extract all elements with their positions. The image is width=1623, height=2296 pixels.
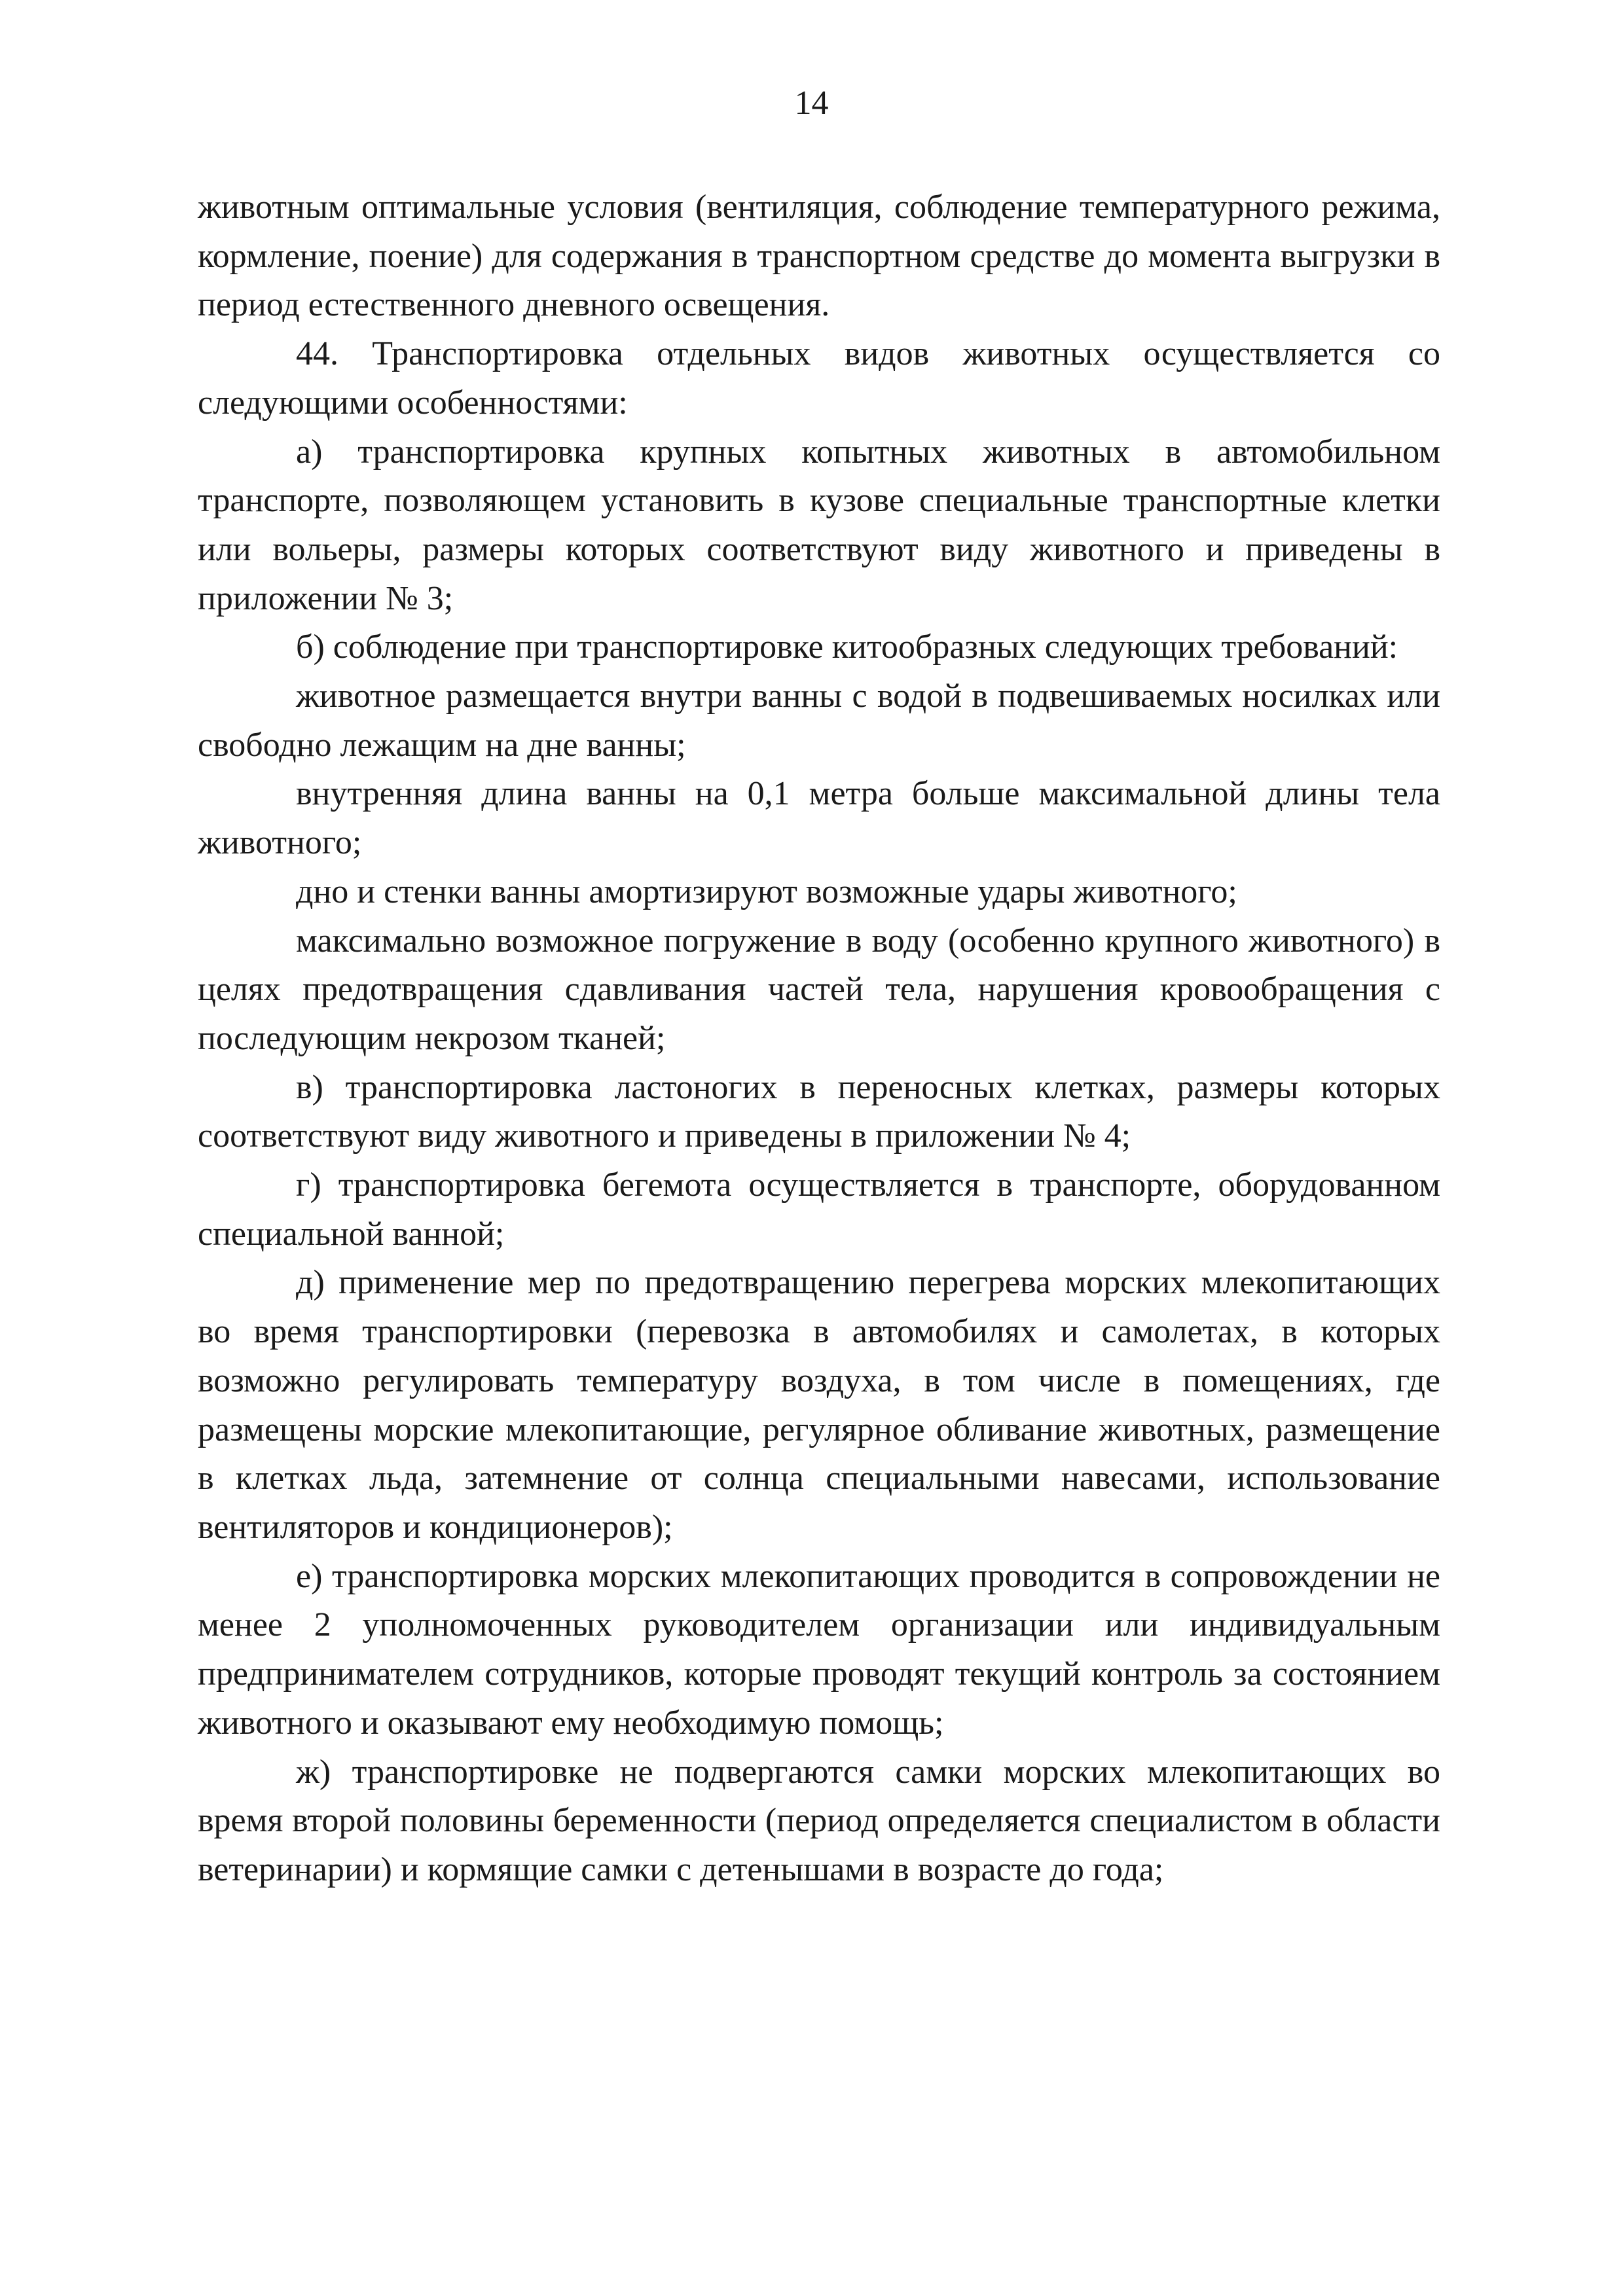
paragraph-requirement-3: дно и стенки ванны амортизируют возможные удары животного; xyxy=(296,872,1237,910)
paragraph-item-44: 44. Транспортировка отдельных видов животных осуществляется со следующими особенностями: xyxy=(198,335,1440,422)
paragraph-subitem-d: д) применение мер по предотвращению перегрева морских млекопитающих во время транспортировки (перевозка в автомобилях и самолетах, в которых возможно регулировать температуру воздуха, в том числе в помещениях, где размещены морские млекопитающие, регулярное обливание животных, размещение в клетках льда, затемнение от солнца специальными навесами, использование вентиляторов и кондиционеров); xyxy=(198,1264,1440,1546)
paragraph-subitem-g: г) транспортировка бегемота осуществляется в транспорте, оборудованном специальной ванной; xyxy=(198,1166,1440,1253)
paragraph-requirement-2: внутренняя длина ванны на 0,1 метра больше максимальной длины тела животного; xyxy=(198,775,1440,862)
paragraph-requirement-4: максимально возможное погружение в воду (особенно крупного животного) в целях предотвращения сдавливания частей тела, нарушения кровообращения с последующим некрозом тканей; xyxy=(198,922,1440,1057)
document-body xyxy=(198,183,1440,1895)
paragraph-subitem-e: е) транспортировка морских млекопитающих проводится в сопровождении не менее 2 уполномоченных руководителем организации или индивидуальным предпринимателем сотрудников, которые проводят текущий контроль за состоянием животного и оказывают ему необходимую помощь; xyxy=(198,1557,1440,1742)
paragraph-continuation: животным оптимальные условия (вентиляция, соблюдение температурного режима, кормление, поение) для содержания в транспортном средстве до момента выгрузки в период естественного дневного освещения. xyxy=(198,188,1440,324)
paragraph-subitem-zh: ж) транспортировке не подвергаются самки морских млекопитающих во время второй половины беременности (период определяется специалистом в области ветеринарии) и кормящие самки с детенышами в возрасте до года; xyxy=(198,1753,1440,1888)
page-number: 14 xyxy=(794,84,829,122)
paragraph-subitem-b: б) соблюдение при транспортировке китообразных следующих требований: xyxy=(296,628,1398,666)
paragraph-requirement-1: животное размещается внутри ванны с водой в подвешиваемых носилках или свободно лежащим на дне ванны; xyxy=(198,677,1440,764)
paragraph-subitem-v: в) транспортировка ластоногих в переносных клетках, размеры которых соответствуют виду животного и приведены в приложении № 4; xyxy=(198,1068,1440,1155)
paragraph-subitem-a: а) транспортировка крупных копытных животных в автомобильном транспорте, позволяющем установить в кузове специальные транспортные клетки или вольеры, размеры которых соответствуют виду животного и приведены в приложении № 3; xyxy=(198,433,1440,617)
